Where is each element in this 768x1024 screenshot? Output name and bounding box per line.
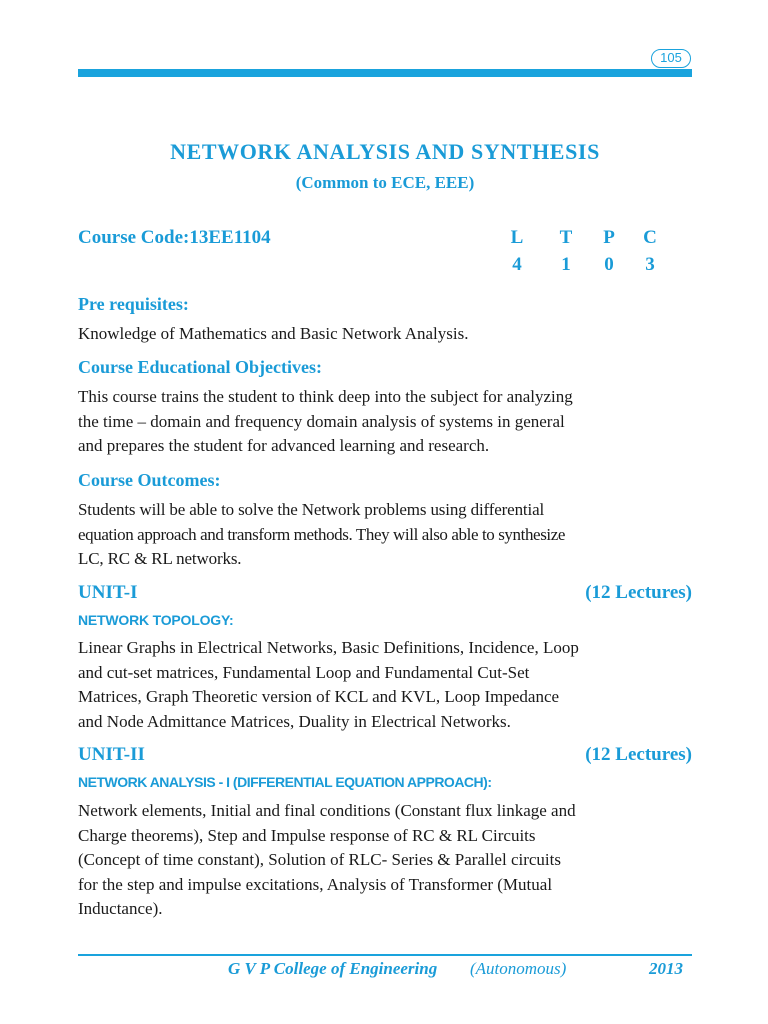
footer-autonomous: (Autonomous) [470, 959, 567, 978]
prereq-heading: Pre requisites: [78, 294, 189, 314]
unit2-lectures: (12 Lectures) [585, 744, 692, 765]
unit1-lectures: (12 Lectures) [585, 582, 692, 603]
objectives-line: the time – domain and frequency domain analysis of systems in general [78, 411, 565, 431]
footer-year: 2013 [649, 959, 683, 978]
unit1-line: and Node Admittance Matrices, Duality in Electrical Networks. [78, 711, 511, 731]
ltpc-header-t: T [559, 227, 573, 248]
outcomes-text [78, 498, 692, 572]
unit2-name: UNIT-II [78, 744, 145, 765]
unit2-header [78, 744, 692, 766]
objectives-line: This course trains the student to think deep into the subject for analyzing [78, 387, 573, 406]
unit1-name: UNIT-I [78, 582, 138, 603]
outcomes-heading: Course Outcomes: [78, 470, 221, 490]
objectives-heading: Course Educational Objectives: [78, 357, 322, 377]
footer-college: G V P College of Engineering [228, 959, 438, 978]
ltpc-header-l: L [510, 227, 524, 248]
unit1-line: and cut-set matrices, Fundamental Loop and Fundamental Cut-Set [78, 662, 530, 682]
outcomes-line: LC, RC & RL networks. [78, 549, 242, 568]
unit1-text [78, 636, 692, 734]
unit1-line: Linear Graphs in Electrical Networks, Basic Definitions, Incidence, Loop [78, 638, 579, 657]
unit2-line: Network elements, Initial and final conditions (Constant flux linkage and [78, 801, 576, 820]
ltpc-value-p: 0 [604, 254, 614, 275]
ltpc-header-p: P [603, 227, 615, 248]
unit2-topic: NETWORK ANALYSIS - I (DIFFERENTIAL EQUATION APPROACH): [78, 774, 492, 790]
page-number-badge: 105 [651, 49, 691, 68]
ltpc-header-c: C [643, 227, 657, 248]
header-rule [78, 69, 692, 77]
ltpc-value-t: 1 [561, 254, 571, 275]
ltpc-value-c: 3 [645, 254, 655, 275]
unit1-line: Matrices, Graph Theoretic version of KCL and KVL, Loop Impedance [78, 687, 560, 706]
unit1-topic: NETWORK TOPOLOGY: [78, 612, 234, 628]
course-code: Course Code:13EE1104 [78, 227, 271, 248]
footer-rule [78, 954, 692, 956]
unit2-line: Inductance). [78, 899, 163, 918]
objectives-text [78, 385, 692, 459]
page-subtitle: (Common to ECE, EEE) [295, 173, 475, 192]
page-title: NETWORK ANALYSIS AND SYNTHESIS [170, 139, 600, 164]
outcomes-line: Students will be able to solve the Network problems using differential [78, 500, 545, 519]
unit2-line: for the step and impulse excitations, Analysis of Transformer (Mutual [78, 874, 553, 894]
ltpc-value-l: 4 [512, 254, 522, 275]
unit2-line: (Concept of time constant), Solution of RLC- Series & Parallel circuits [78, 850, 561, 869]
prereq-text: Knowledge of Mathematics and Basic Network Analysis. [78, 324, 469, 343]
outcomes-line: equation approach and transform methods. They will also able to synthesize [78, 524, 566, 544]
unit2-text [78, 799, 692, 922]
objectives-line: and prepares the student for advanced learning and research. [78, 436, 490, 455]
unit2-line: Charge theorems), Step and Impulse response of RC & RL Circuits [78, 825, 536, 845]
unit1-header [78, 582, 692, 604]
